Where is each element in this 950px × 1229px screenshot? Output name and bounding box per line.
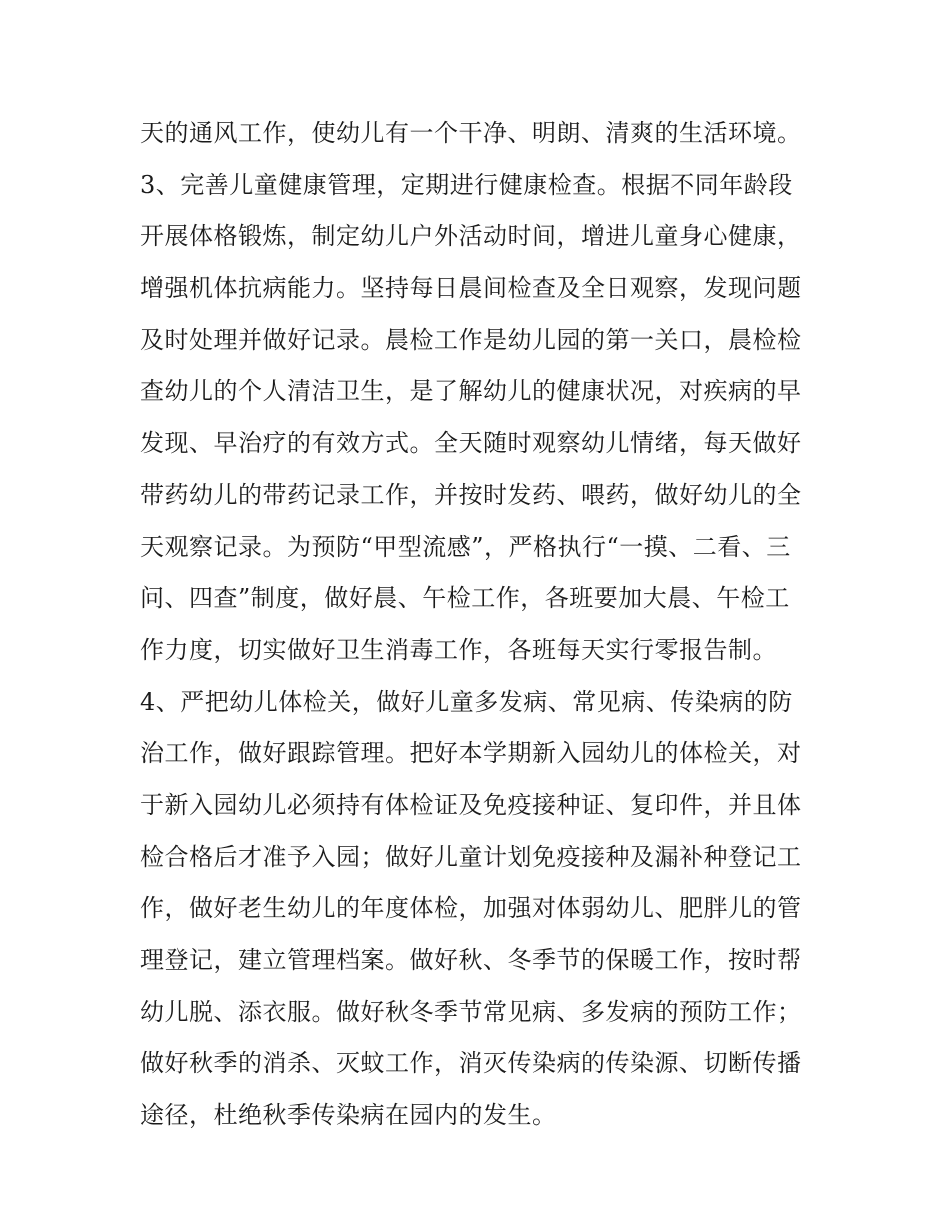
text-line: 做好秋季的消杀、灭蚊工作，消灭传染病的传染源、切断传播 [140, 1049, 802, 1078]
text-line: 于新入园幼儿必须持有体检证及免疫接种证、复印件，并且体 [140, 790, 802, 819]
text-line: 开展体格锻炼，制定幼儿户外活动时间，增进儿童身心健康， [140, 222, 802, 251]
text-line: 幼儿脱、添衣服。做好秋冬季节常见病、多发病的预防工作； [140, 997, 802, 1026]
text-line: 作力度，切实做好卫生消毒工作，各班每天实行零报告制。 [140, 635, 777, 664]
text-line: 作，做好老生幼儿的年度体检，加强对体弱幼儿、肥胖儿的管 [140, 894, 802, 923]
text-line: 天观察记录。为预防“甲型流感”，严格执行“一摸、二看、三 [140, 532, 791, 561]
text-line: 治工作，做好跟踪管理。把好本学期新入园幼儿的体检关，对 [140, 739, 802, 768]
text-line: 带药幼儿的带药记录工作，并按时发药、喂药，做好幼儿的全 [140, 480, 802, 509]
text-line: 天的通风工作，使幼儿有一个干净、明朗、清爽的生活环境。 [140, 119, 802, 147]
text-line: 发现、早治疗的有效方式。全天随时观察幼儿情绪，每天做好 [140, 429, 802, 458]
text-line: 4、严把幼儿体检关，做好儿童多发病、常见病、传染病的防 [140, 687, 793, 716]
text-line: 增强机体抗病能力。坚持每日晨间检查及全日观察，发现问题 [140, 274, 802, 303]
text-line: 及时处理并做好记录。晨检工作是幼儿园的第一关口，晨检检 [140, 325, 802, 354]
text-line: 检合格后才准予入园；做好儿童计划免疫接种及漏补种登记工 [140, 842, 802, 871]
text-line: 理登记，建立管理档案。做好秋、冬季节的保暖工作，按时帮 [140, 946, 802, 974]
body-text [140, 108, 820, 1142]
text-line: 3、完善儿童健康管理，定期进行健康检查。根据不同年龄段 [140, 170, 793, 199]
text-line: 查幼儿的个人清洁卫生，是了解幼儿的健康状况，对疾病的早 [140, 377, 802, 406]
text-line: 途径，杜绝秋季传染病在园内的发生。 [140, 1101, 557, 1130]
text-line: 问、四查”制度，做好晨、午检工作，各班要加大晨、午检工 [140, 584, 790, 613]
